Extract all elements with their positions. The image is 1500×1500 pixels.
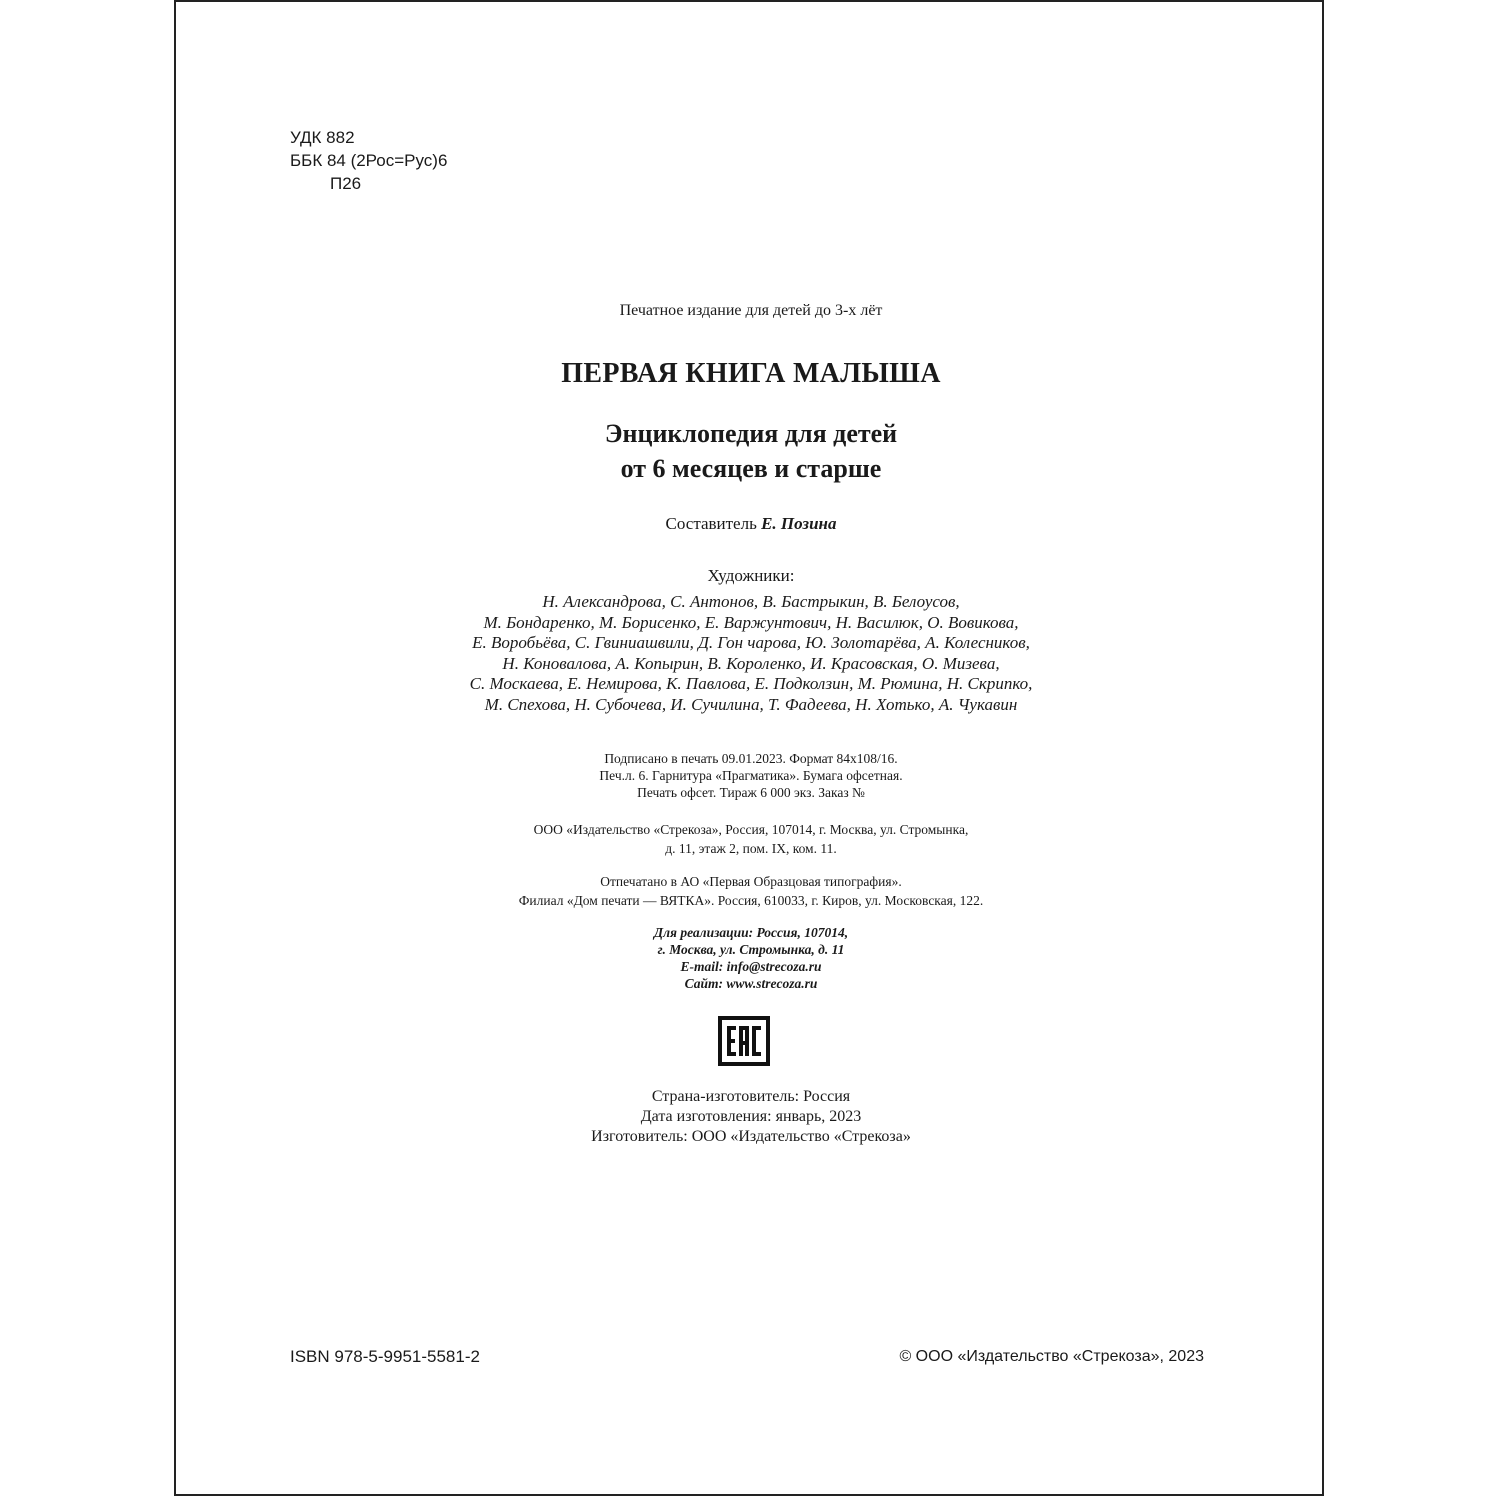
- age-note: Печатное издание для детей до 3-х лёт: [619, 302, 883, 319]
- printer-line: Отпечатано в АО «Первая Образцовая типография».: [600, 874, 902, 889]
- subtitle-line: Энциклопедия для детей: [604, 419, 898, 448]
- copyright: © ООО «Издательство «Стрекоза», 2023: [899, 1348, 1204, 1365]
- compiler-credit: [176, 514, 1326, 534]
- subtitle-line: от 6 месяцев и старше: [620, 454, 882, 483]
- manufacturer-info: [176, 1087, 1326, 1147]
- publisher-line: ООО «Издательство «Стрекоза», Россия, 107014, г. Москва, ул. Стромынка,: [533, 822, 969, 837]
- bbk-code: ББК 84 (2Рос=Рус)6: [290, 151, 448, 170]
- isbn: ISBN 978-5-9951-5581-2: [290, 1347, 480, 1366]
- author-code: П26: [330, 174, 362, 193]
- sales-contacts: [176, 924, 1326, 992]
- artists-line: М. Бондаренко, М. Борисенко, Е. Варжунтович, Н. Василюк, О. Вовикова,: [483, 612, 1019, 632]
- book-subtitle: [176, 416, 1326, 486]
- bibliographic-codes: [290, 126, 447, 195]
- udk-code: УДК 882: [290, 128, 355, 147]
- print-info-line: Печ.л. 6. Гарнитура «Прагматика». Бумага офсетная.: [599, 768, 903, 783]
- artists-list: [176, 592, 1326, 715]
- print-info: [176, 750, 1326, 801]
- print-info-line: Подписано в печать 09.01.2023. Формат 84x108/16.: [604, 751, 898, 766]
- imprint-page: [174, 0, 1324, 1496]
- artists-line: Н. Александрова, С. Антонов, В. Бастрыкин, В. Белоусов,: [542, 592, 960, 611]
- sales-line: Для реализации: Россия, 107014,: [653, 925, 849, 940]
- artists-line: М. Спехова, Н. Субочева, И. Сучилина, Т. Фадеева, Н. Хотько, А. Чукавин: [484, 694, 1018, 714]
- compiler-label: Составитель: [665, 514, 757, 533]
- compiler-name: Е. Позина: [761, 514, 837, 533]
- artists-line: С. Москаева, Е. Немирова, К. Павлова, Е. Подколзин, М. Рюмина, Н. Скрипко,: [469, 674, 1033, 693]
- sales-email: E-mail: info@strecoza.ru: [680, 959, 822, 974]
- maker-name: Изготовитель: ООО «Издательство «Стрекоза»: [591, 1128, 911, 1145]
- printer-info: [176, 872, 1326, 910]
- publisher-address: [176, 820, 1326, 858]
- artists-line: Е. Воробьёва, С. Гвиниашвили, Д. Гон чарова, Ю. Золотарёва, А. Колесников,: [472, 633, 1030, 652]
- printer-line: Филиал «Дом печати — ВЯТКА». Россия, 610033, г. Киров, ул. Московская, 122.: [518, 893, 984, 908]
- print-info-line: Печать офсет. Тираж 6 000 экз. Заказ №: [637, 785, 865, 800]
- maker-date: Дата изготовления: январь, 2023: [640, 1108, 862, 1125]
- publisher-line: д. 11, этаж 2, пом. IX, ком. 11.: [665, 841, 837, 856]
- eac-certification-icon: [704, 1016, 784, 1066]
- maker-country: Страна-изготовитель: Россия: [651, 1088, 851, 1105]
- artists-line: Н. Коновалова, А. Копырин, В. Короленко, И. Красовская, О. Мизева,: [502, 653, 1000, 673]
- artists-label: Художники:: [707, 566, 795, 585]
- sales-line: г. Москва, ул. Стромынка, д. 11: [657, 942, 845, 957]
- sales-website: Сайт: www.strecoza.ru: [684, 976, 818, 991]
- book-title: ПЕРВАЯ КНИГА МАЛЫША: [561, 358, 941, 389]
